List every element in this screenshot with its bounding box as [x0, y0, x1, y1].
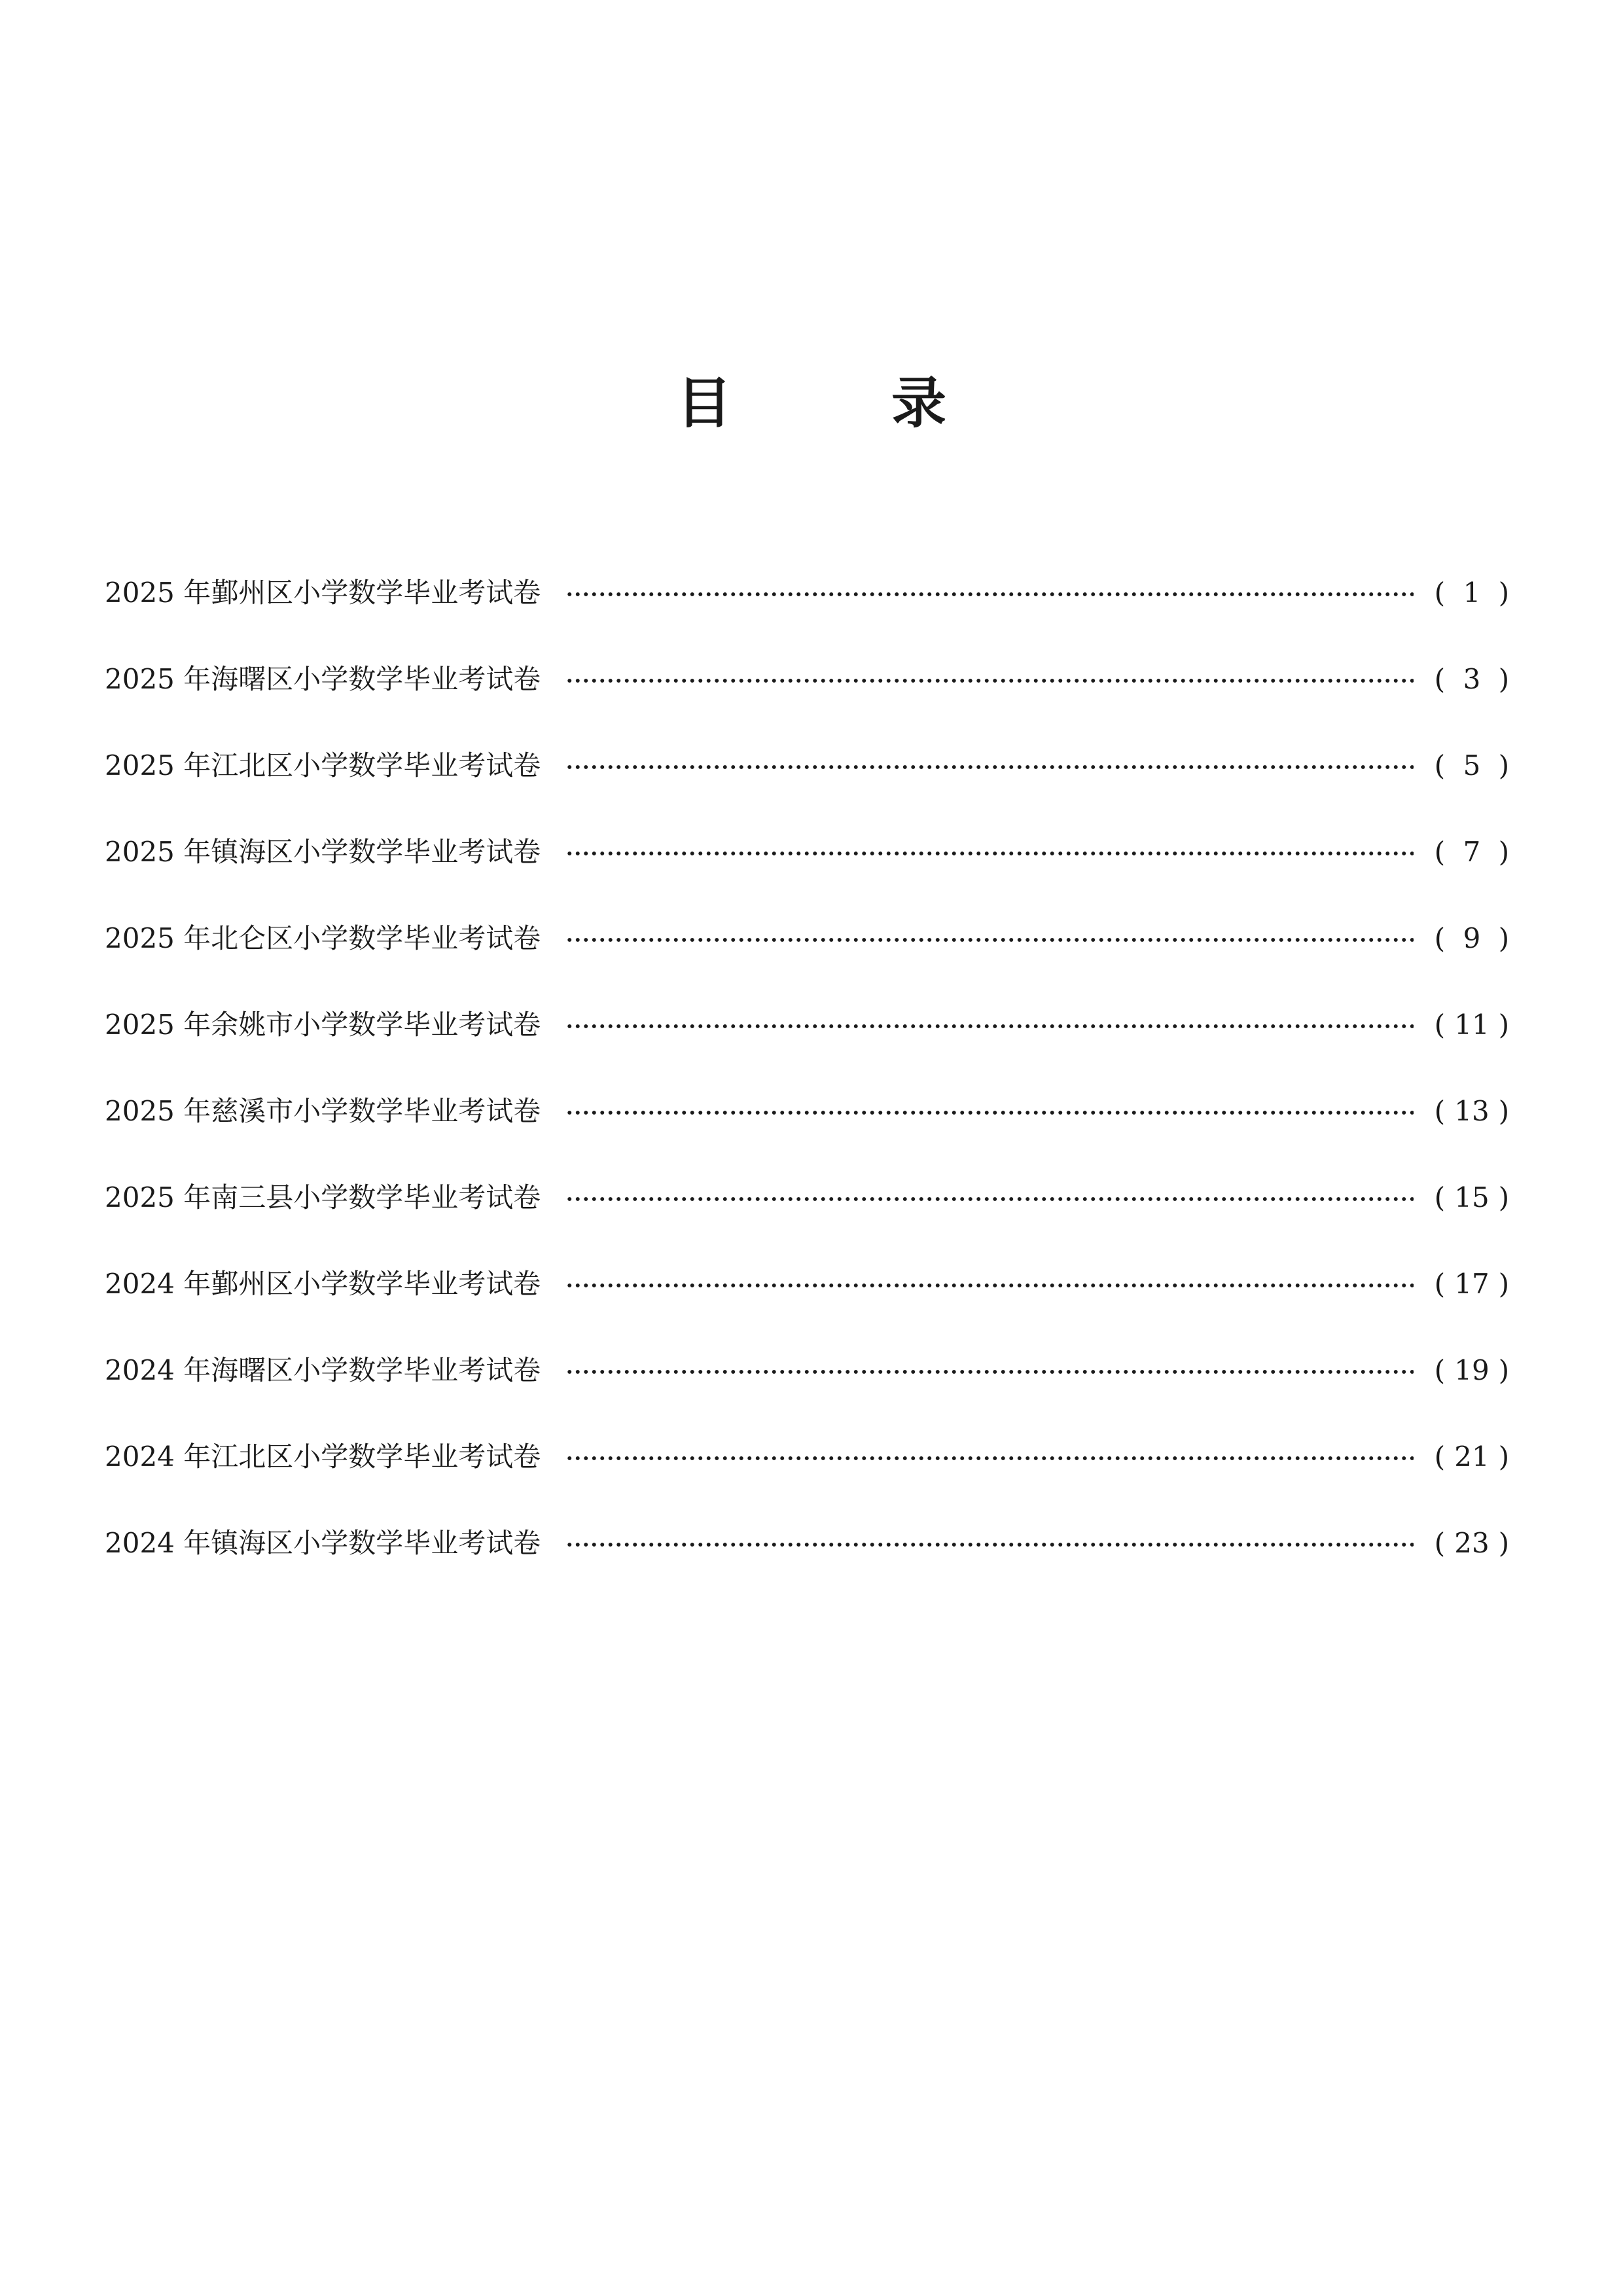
page-number: 11	[1454, 1009, 1489, 1041]
toc-entry[interactable]	[105, 723, 1512, 809]
dot-leader	[565, 764, 1414, 770]
page-title: 目 录	[676, 370, 999, 436]
page-number: 1	[1463, 577, 1481, 609]
close-paren: )	[1498, 1181, 1510, 1213]
toc-entry[interactable]	[105, 550, 1512, 636]
toc-entry[interactable]	[105, 636, 1512, 723]
page-number: 19	[1454, 1354, 1489, 1386]
entry-title: 2025 年镇海区小学数学毕业考试卷	[105, 836, 541, 868]
close-paren: )	[1498, 1441, 1510, 1473]
toc-entry[interactable]	[105, 895, 1512, 982]
close-paren: )	[1498, 1354, 1510, 1386]
entry-title: 2024 年江北区小学数学毕业考试卷	[105, 1441, 541, 1473]
open-paren: (	[1434, 1009, 1446, 1041]
open-paren: (	[1434, 577, 1446, 609]
entry-page-ref	[1414, 746, 1512, 785]
entry-page-ref	[1414, 1265, 1512, 1304]
toc-entry[interactable]	[105, 809, 1512, 895]
open-paren: (	[1434, 1354, 1446, 1386]
entry-page-ref	[1414, 1437, 1512, 1477]
dot-leader	[565, 937, 1414, 942]
entry-title: 2025 年北仑区小学数学毕业考试卷	[105, 922, 541, 954]
entry-page-ref	[1414, 833, 1512, 872]
toc-entry[interactable]	[105, 982, 1512, 1068]
entry-title: 2025 年鄞州区小学数学毕业考试卷	[105, 577, 541, 609]
open-paren: (	[1434, 1441, 1446, 1473]
dot-leader	[565, 1024, 1414, 1029]
open-paren: (	[1434, 1268, 1446, 1300]
close-paren: )	[1498, 922, 1510, 954]
entry-page-ref	[1414, 573, 1512, 613]
entry-title: 2024 年鄞州区小学数学毕业考试卷	[105, 1268, 541, 1300]
toc-entry[interactable]	[105, 1414, 1512, 1500]
close-paren: )	[1498, 1527, 1510, 1559]
entry-page-ref	[1414, 1005, 1512, 1045]
entry-title: 2025 年江北区小学数学毕业考试卷	[105, 749, 541, 781]
page-number: 17	[1454, 1268, 1489, 1300]
dot-leader	[565, 1283, 1414, 1288]
page-number: 5	[1463, 749, 1481, 781]
open-paren: (	[1434, 663, 1446, 695]
close-paren: )	[1498, 577, 1510, 609]
page-number: 3	[1463, 663, 1481, 695]
close-paren: )	[1498, 836, 1510, 868]
toc-entry[interactable]	[105, 1068, 1512, 1155]
open-paren: (	[1434, 922, 1446, 954]
entry-page-ref	[1414, 1524, 1512, 1563]
page-number: 9	[1463, 922, 1481, 954]
open-paren: (	[1434, 749, 1446, 781]
open-paren: (	[1434, 1181, 1446, 1213]
entry-title: 2025 年海曙区小学数学毕业考试卷	[105, 663, 541, 695]
close-paren: )	[1498, 749, 1510, 781]
page-number: 15	[1454, 1181, 1489, 1213]
toc-entry[interactable]	[105, 1327, 1512, 1414]
open-paren: (	[1434, 1527, 1446, 1559]
close-paren: )	[1498, 1009, 1510, 1041]
open-paren: (	[1434, 836, 1446, 868]
dot-leader	[565, 1369, 1414, 1374]
dot-leader	[565, 592, 1414, 597]
page-number: 21	[1454, 1441, 1489, 1473]
entry-page-ref	[1414, 1178, 1512, 1217]
entry-title: 2024 年镇海区小学数学毕业考试卷	[105, 1527, 541, 1559]
dot-leader	[565, 1196, 1414, 1202]
open-paren: (	[1434, 1095, 1446, 1127]
entry-page-ref	[1414, 660, 1512, 699]
table-of-contents	[105, 550, 1512, 1587]
page-number: 7	[1463, 836, 1481, 868]
dot-leader	[565, 851, 1414, 856]
entry-page-ref	[1414, 1351, 1512, 1390]
close-paren: )	[1498, 1095, 1510, 1127]
page-number: 23	[1454, 1527, 1489, 1559]
entry-title: 2025 年南三县小学数学毕业考试卷	[105, 1181, 541, 1213]
page-number: 13	[1454, 1095, 1489, 1127]
toc-entry[interactable]	[105, 1500, 1512, 1587]
dot-leader	[565, 1456, 1414, 1461]
close-paren: )	[1498, 663, 1510, 695]
entry-title: 2025 年余姚市小学数学毕业考试卷	[105, 1009, 541, 1041]
entry-page-ref	[1414, 919, 1512, 958]
toc-entry[interactable]	[105, 1241, 1512, 1327]
toc-entry[interactable]	[105, 1155, 1512, 1241]
entry-title: 2024 年海曙区小学数学毕业考试卷	[105, 1354, 541, 1386]
entry-title: 2025 年慈溪市小学数学毕业考试卷	[105, 1095, 541, 1127]
dot-leader	[565, 678, 1414, 683]
close-paren: )	[1498, 1268, 1510, 1300]
dot-leader	[565, 1110, 1414, 1115]
dot-leader	[565, 1542, 1414, 1547]
entry-page-ref	[1414, 1092, 1512, 1131]
